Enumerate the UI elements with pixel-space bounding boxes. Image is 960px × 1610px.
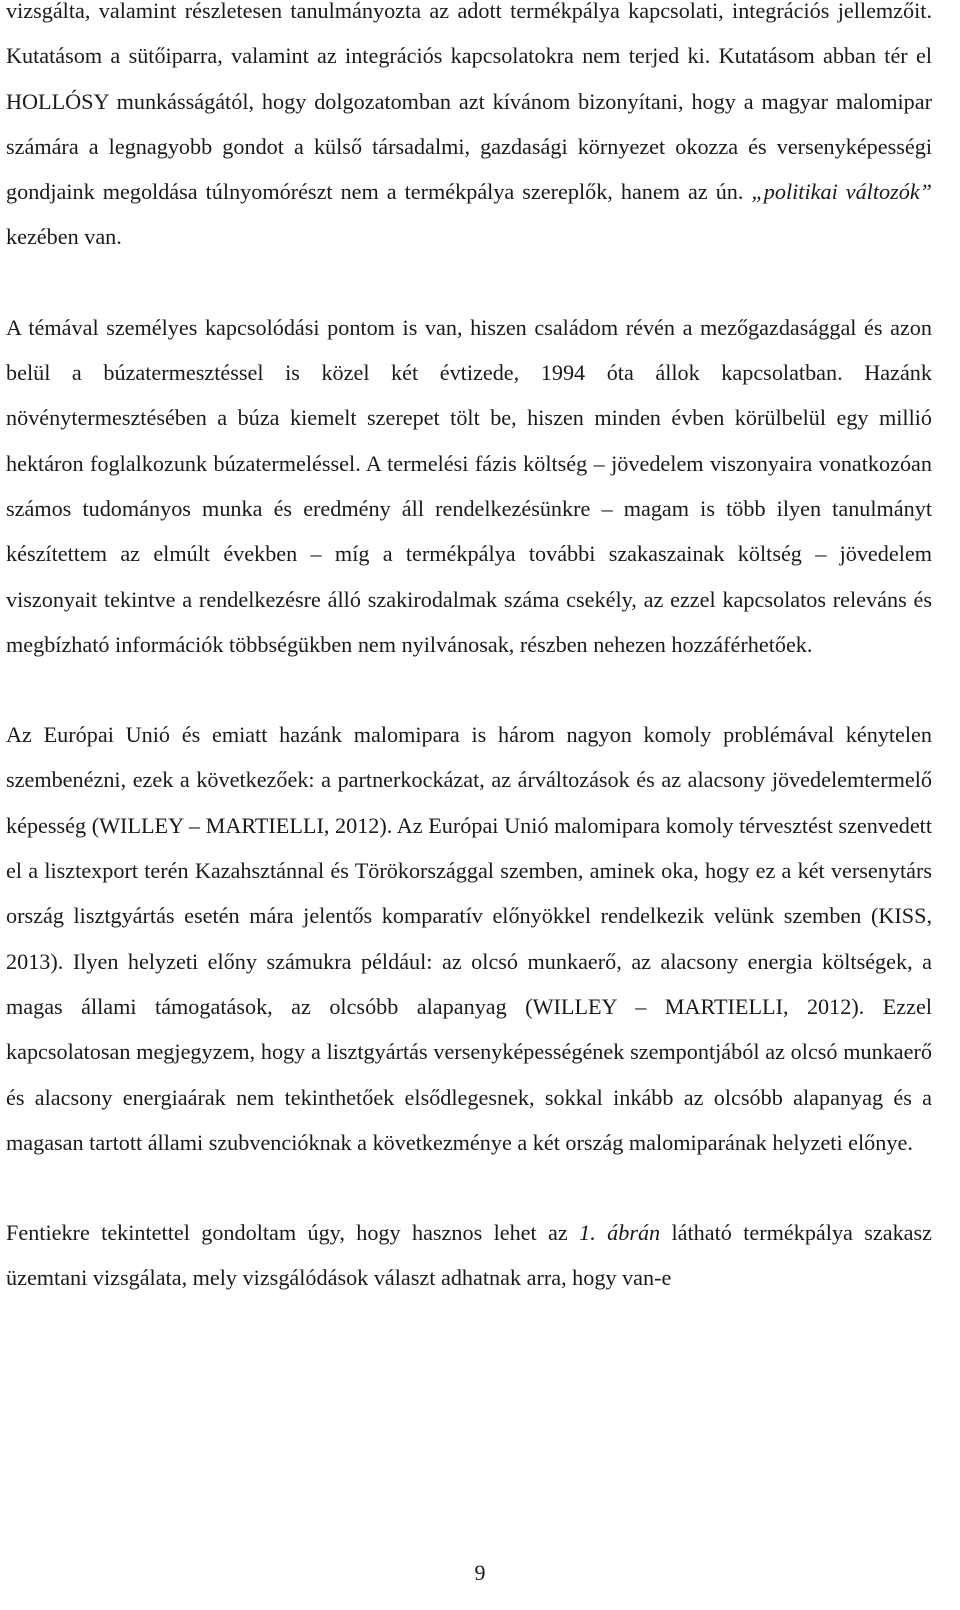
paragraph-conclusion	[6, 1210, 932, 1301]
text-line: túlnyomórészt nem a termékpálya szereplők, hanem az ún.	[205, 179, 752, 205]
paragraph-gap	[6, 1165, 932, 1210]
paragraph-eu-milling-problems: Az Európai Unió és emiatt hazánk malomipara is három nagyon komoly problémával kénytelen szembenézni, ezek a következőek: a partnerkockázat, az árváltozások és az alacsony jövedelemtermelő képesség (WILLEY – MARTIELLI, 2012). Az Európai Unió malomipara komoly térvesztést szenvedett el a lisztexport terén Kazahsztánnal és Törökországgal szemben, aminek oka, hogy ez a két versenytárs ország lisztgyártás esetén mára jelentős komparatív előnyökkel rendelkezik velünk szemben (KISS, 2013). Ilyen helyzeti előny számukra például: az olcsó munkaerő, az alacsony energia költségek, a magas állami támogatások, az olcsóbb alapanyag (WILLEY – MARTIELLI, 2012). Ezzel kapcsolatosan megjegyzem, hogy a lisztgyártás versenyképességének szempontjából az olcsó munkaerő és alacsony energiaárak nem tekinthetőek elsődlegesnek, sokkal inkább az olcsóbb alapanyag és a magasan tartott állami szubvencióknak a következménye a két ország malomiparának helyzeti előnye.	[6, 722, 932, 1155]
text-line: nem terjed ki. Kutatásom abban tér el HOLLÓSY munkásságától, hogy dolgozatomban	[6, 43, 933, 114]
emphasis-text: „politikai változók”	[751, 179, 933, 205]
paragraph-personal-connection: A témával személyes kapcsolódási pontom is van, hiszen családom révén a mezőgazdasággal és azon belül a búzatermesztéssel is közel két évtizede, 1994 óta állok kapcsolatban. Hazánk növénytermesztésében a búza kiemelt szerepet tölt be, hiszen minden évben körülbelül egy millió hektáron foglalkozunk búzatermeléssel. A termelési fázis költség – jövedelem viszonyaira vonatkozóan számos tudományos munka és eredmény áll rendelkezésünkre – magam is több ilyen tanulmányt készítettem az elmúlt években – míg a termékpálya további szakaszainak költség – jövedelem viszonyait tekintve a rendelkezésre álló szakirodalmak száma csekély, az ezzel kapcsolatos releváns és megbízható információk többségükben nem nyilvánosak, részben nehezen hozzáférhetőek.	[6, 314, 932, 657]
page-number: 9	[474, 1560, 486, 1585]
figure-reference: 1. ábrán	[579, 1220, 661, 1246]
text-line: külső társadalmi, gazdasági környezet okozza és versenyképességi gondjaink megoldása	[6, 133, 932, 205]
paragraph-gap	[6, 260, 932, 305]
text-line: vizsgálta, valamint részletesen tanulmányozta az adott termékpálya kapcsolati,	[6, 0, 724, 23]
document-page	[6, 0, 932, 1301]
text-line: integrációs jellemzőit. Kutatásom a sütőiparra, valamint az integrációs kapcsolatokra	[6, 0, 932, 69]
text-line: van.	[84, 224, 122, 250]
text-line: azt kívánom bizonyítani, hogy a magyar malomipar számára a legnagyobb gondot a	[6, 88, 933, 159]
text-run: Fentiekre tekintettel gondoltam úgy, hogy hasznos lehet az	[6, 1220, 580, 1246]
text-line: kezében	[6, 224, 79, 250]
paragraph-gap	[6, 667, 932, 712]
text-run: látható termékpálya szakasz üzemtani vizsgálata, mely vizsgálódások választ adhatnak arra, hogy van-e	[6, 1220, 933, 1291]
paragraph-intro	[6, 0, 932, 260]
